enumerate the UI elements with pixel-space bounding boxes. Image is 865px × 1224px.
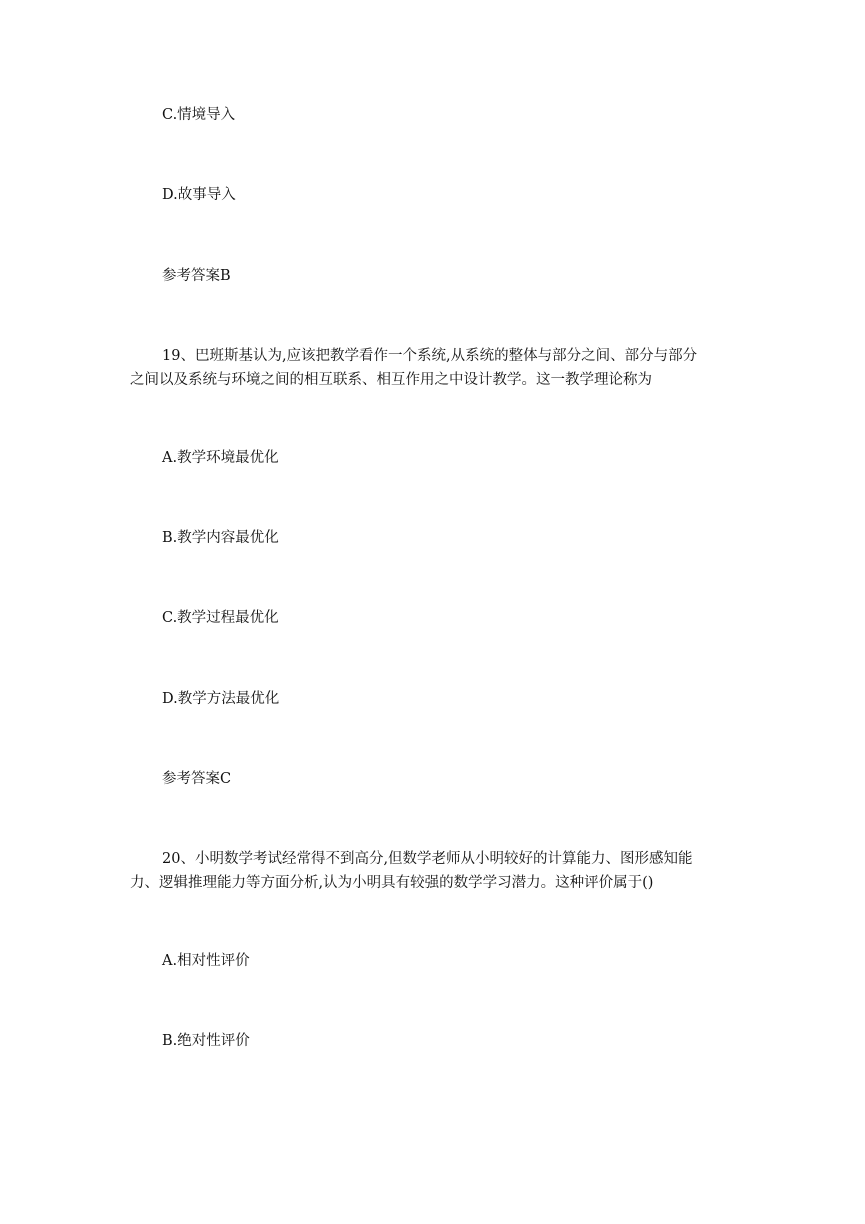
q20-question-line1: 20、小明数学考试经常得不到高分,但数学老师从小明较好的计算能力、图形感知能 — [162, 851, 693, 867]
q20-option-b: B.绝对性评价 — [162, 1033, 250, 1049]
q19-question-line2: 之间以及系统与环境之间的相互联系、相互作用之中设计教学。这一教学理论称为 — [130, 372, 652, 388]
q20-question-line2: 力、逻辑推理能力等方面分析,认为小明具有较强的数学学习潜力。这种评价属于() — [130, 875, 654, 891]
q18-answer: 参考答案B — [162, 268, 231, 284]
q19-option-c: C.教学过程最优化 — [162, 610, 279, 626]
q19-answer: 参考答案C — [162, 771, 232, 787]
q19-option-a: A.教学环境最优化 — [162, 450, 279, 466]
q20-option-a: A.相对性评价 — [162, 953, 250, 969]
q18-option-d: D.故事导入 — [162, 187, 236, 203]
q19-question-line1: 19、巴班斯基认为,应该把教学看作一个系统,从系统的整体与部分之间、部分与部分 — [162, 348, 698, 364]
q18-option-c: C.情境导入 — [162, 107, 236, 123]
q19-option-b: B.教学内容最优化 — [162, 530, 279, 546]
q19-option-d: D.教学方法最优化 — [162, 691, 280, 707]
